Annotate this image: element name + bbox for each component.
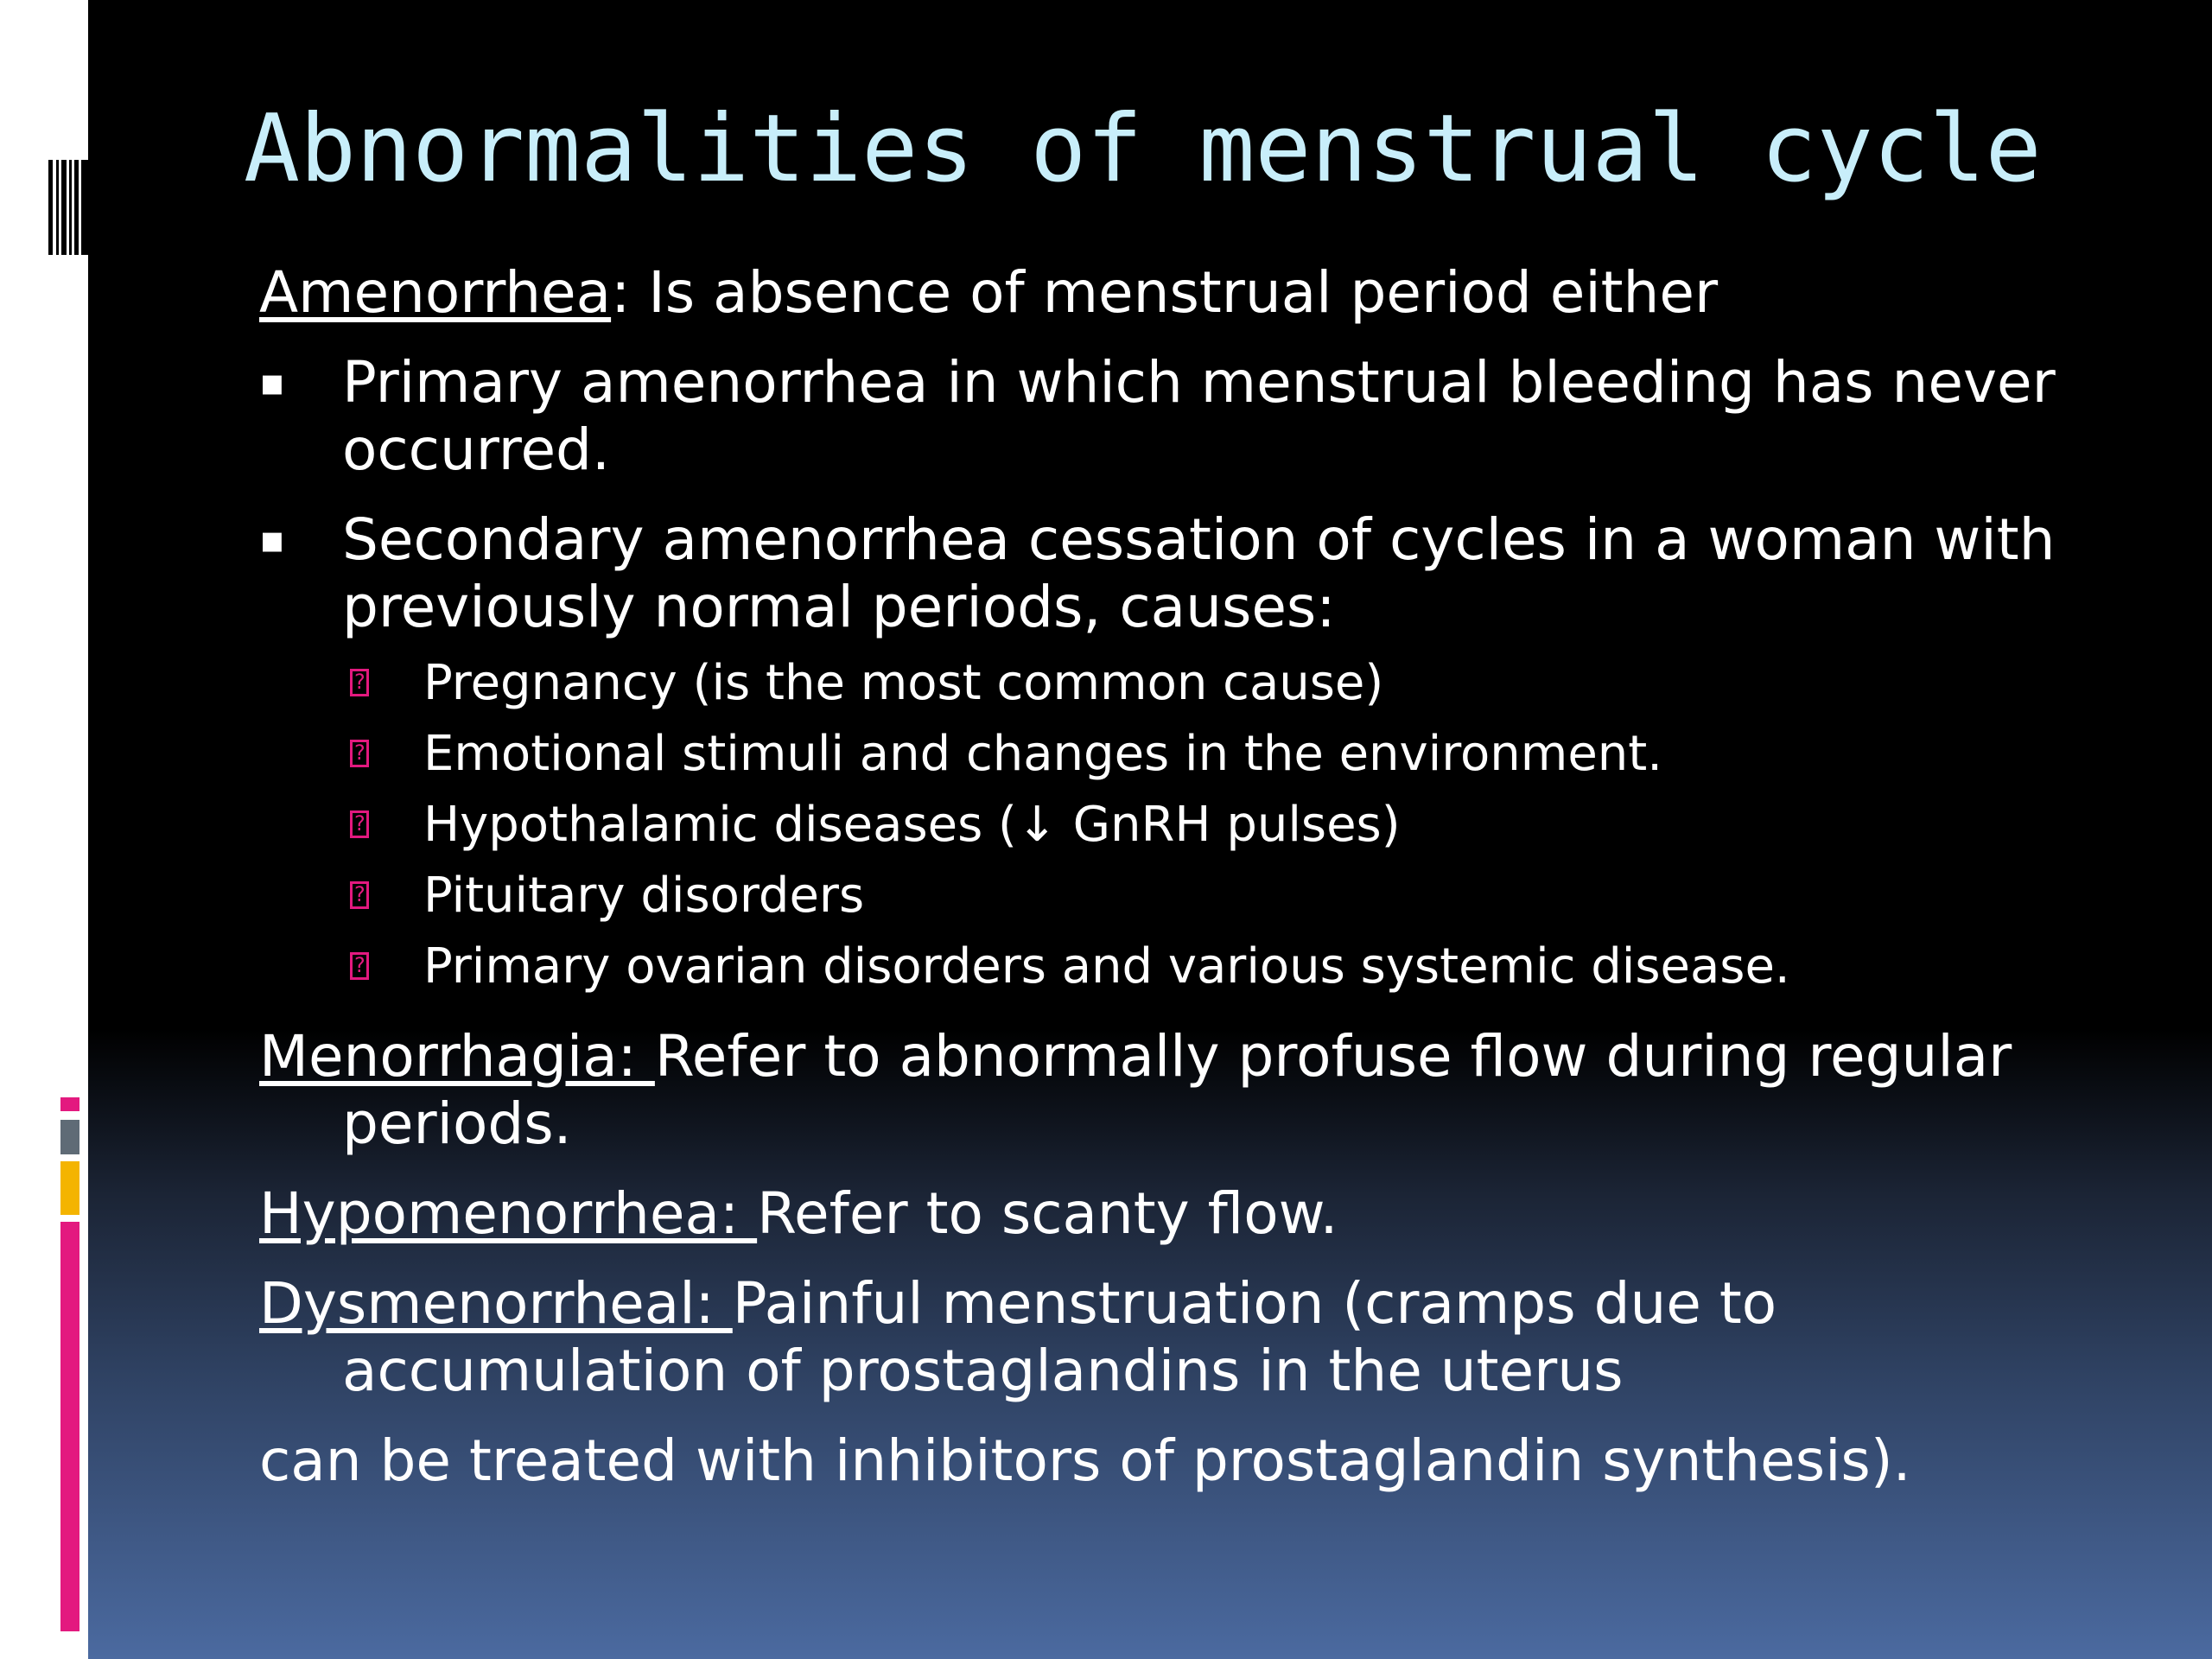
square-bullet-icon: ▪ <box>259 518 285 562</box>
dysmenorrheal-definition-text: Painful menstruation (cramps due to accumulation of prostaglandins in the uterus <box>342 1270 1777 1404</box>
cause-text: Pituitary disorders <box>423 868 865 924</box>
bullet-primary-amenorrhea <box>259 349 2091 484</box>
missing-glyph-bullet-icon <box>350 669 369 696</box>
dysmenorrheal-term: Dysmenorrheal: <box>259 1270 733 1337</box>
decorative-lines <box>48 160 88 255</box>
causes-list <box>259 648 2091 1002</box>
cause-text: Primary ovarian disorders and various systemic disease. <box>423 938 1790 995</box>
missing-glyph-bullet-icon <box>350 881 369 909</box>
cause-item <box>259 931 2091 1002</box>
bullet-secondary-amenorrhea <box>259 506 2091 641</box>
square-bullet-icon: ▪ <box>259 360 285 404</box>
accent-bar-gray <box>60 1120 79 1154</box>
accent-bar-orange <box>60 1161 79 1215</box>
dysmenorrheal-definition <box>259 1270 2091 1405</box>
slide-title: Abnormalities of menstrual cycle <box>244 95 2042 203</box>
menorrhagia-definition-text: Refer to abnormally profuse flow during regular periods. <box>342 1023 2012 1157</box>
left-decor-strip <box>0 0 88 1659</box>
amenorrhea-term: Amenorrhea <box>259 259 612 326</box>
slide-body <box>259 259 2091 1495</box>
bullet-text: Primary amenorrhea in which menstrual bleeding has never occurred. <box>342 349 2056 483</box>
bullet-text: Secondary amenorrhea cessation of cycles in a woman with previously normal periods, causes: <box>342 506 2056 640</box>
amenorrhea-definition <box>259 259 2091 327</box>
accent-bar-pink <box>60 1222 79 1631</box>
cause-text: Emotional stimuli and changes in the environment. <box>423 726 1663 782</box>
cause-text: Hypothalamic diseases (↓ GnRH pulses) <box>423 797 1401 853</box>
missing-glyph-bullet-icon <box>350 810 369 838</box>
closing-line: can be treated with inhibitors of prostaglandin synthesis). <box>259 1427 1911 1494</box>
cause-item <box>259 648 2091 719</box>
hypomenorrhea-definition <box>259 1180 2091 1248</box>
cause-item <box>259 790 2091 861</box>
amenorrhea-definition-text: : Is absence of menstrual period either <box>611 259 1719 326</box>
accent-bar-pink-top <box>60 1097 79 1111</box>
missing-glyph-bullet-icon <box>350 740 369 767</box>
menorrhagia-term: Menorrhagia: <box>259 1023 655 1090</box>
cause-item <box>259 861 2091 931</box>
hypomenorrhea-term: Hypomenorrhea: <box>259 1180 758 1247</box>
menorrhagia-definition <box>259 1023 2091 1158</box>
cause-item <box>259 719 2091 790</box>
hypomenorrhea-definition-text: Refer to scanty flow. <box>757 1180 1338 1247</box>
missing-glyph-bullet-icon <box>350 952 369 980</box>
cause-text: Pregnancy (is the most common cause) <box>423 655 1384 711</box>
